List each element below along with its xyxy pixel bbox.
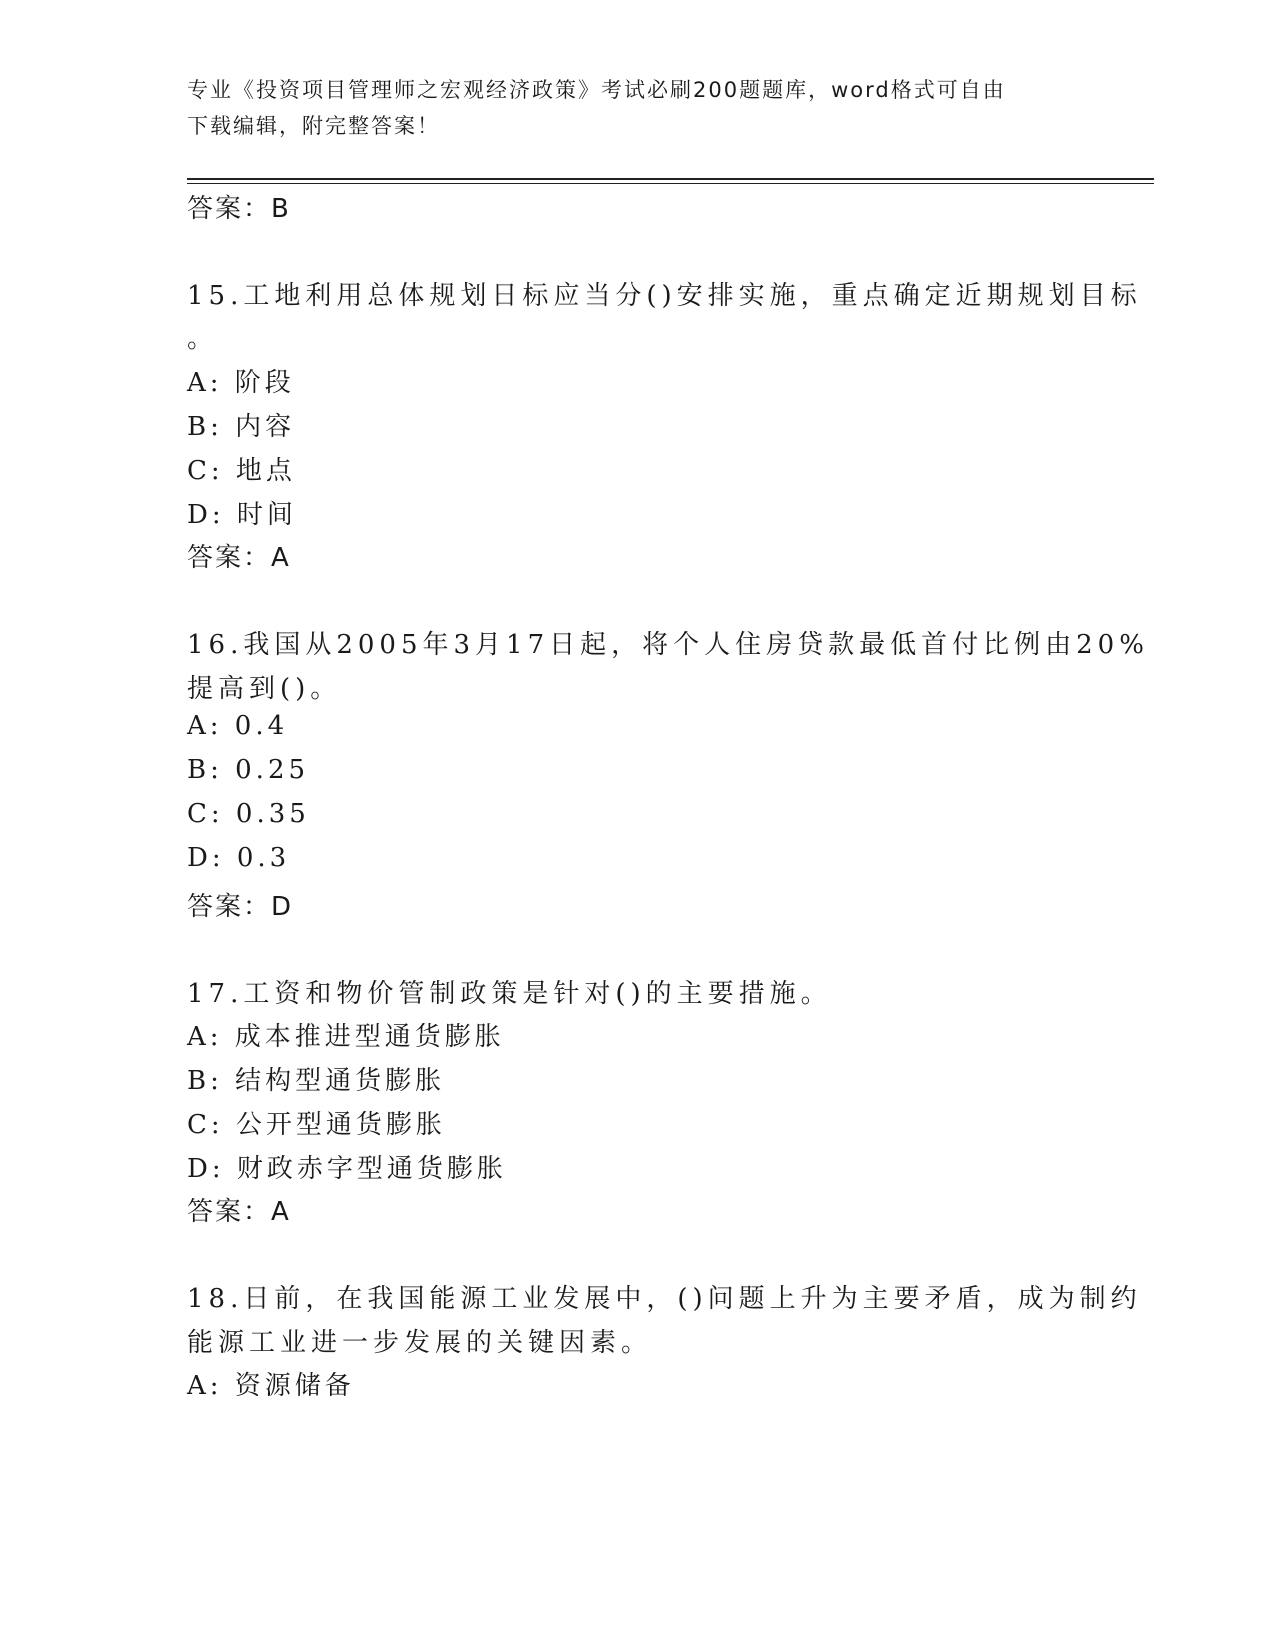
question-17-text: 17.工资和物价管制政策是针对()的主要措施。 — [187, 979, 832, 1009]
answer-14: 答案：B — [187, 194, 291, 224]
question-16-option-c: C: 0.35 — [187, 799, 310, 829]
answer-17: 答案：A — [187, 1197, 291, 1227]
question-15-text-cont: 。 — [187, 324, 219, 354]
header-line-2: 下载编辑，附完整答案！ — [187, 114, 440, 138]
question-16-option-d: D: 0.3 — [187, 843, 291, 873]
question-17-option-d: D: 财政赤字型通货膨胀 — [187, 1154, 507, 1184]
question-17-option-a: A: 成本推进型通货膨胀 — [187, 1022, 505, 1052]
question-15-option-b: B: 内容 — [187, 412, 296, 442]
question-16-text-cont: 提高到()。 — [187, 674, 342, 704]
header-divider — [187, 178, 1154, 180]
question-18-text-cont: 能源工业进一步发展的关键因素。 — [187, 1328, 653, 1358]
question-17-option-c: C: 公开型通货膨胀 — [187, 1110, 446, 1140]
answer-16: 答案：D — [187, 892, 294, 922]
header-line-1: 专业《投资项目管理师之宏观经济政策》考试必刷200题题库，word格式可自由 — [187, 78, 1006, 102]
document-header — [187, 72, 1077, 144]
question-17-option-b: B: 结构型通货膨胀 — [187, 1066, 446, 1096]
question-15-option-a: A: 阶段 — [187, 368, 295, 398]
question-16-text: 16.我国从2005年3月17日起，将个人住房贷款最低首付比例由20% — [187, 630, 1149, 660]
answer-15: 答案：A — [187, 543, 291, 573]
question-15-option-d: D: 时间 — [187, 500, 297, 530]
question-15-option-c: C: 地点 — [187, 456, 296, 486]
question-16-option-b: B: 0.25 — [187, 755, 310, 785]
question-18-text: 18.日前，在我国能源工业发展中，()问题上升为主要矛盾，成为制约 — [187, 1284, 1142, 1314]
question-16-option-a: A: 0.4 — [187, 711, 289, 741]
question-18-option-a: A: 资源储备 — [187, 1371, 355, 1401]
header-divider-thin — [187, 183, 1154, 184]
question-15-text: 15.工地利用总体规划日标应当分()安排实施，重点确定近期规划目标 — [187, 281, 1142, 311]
